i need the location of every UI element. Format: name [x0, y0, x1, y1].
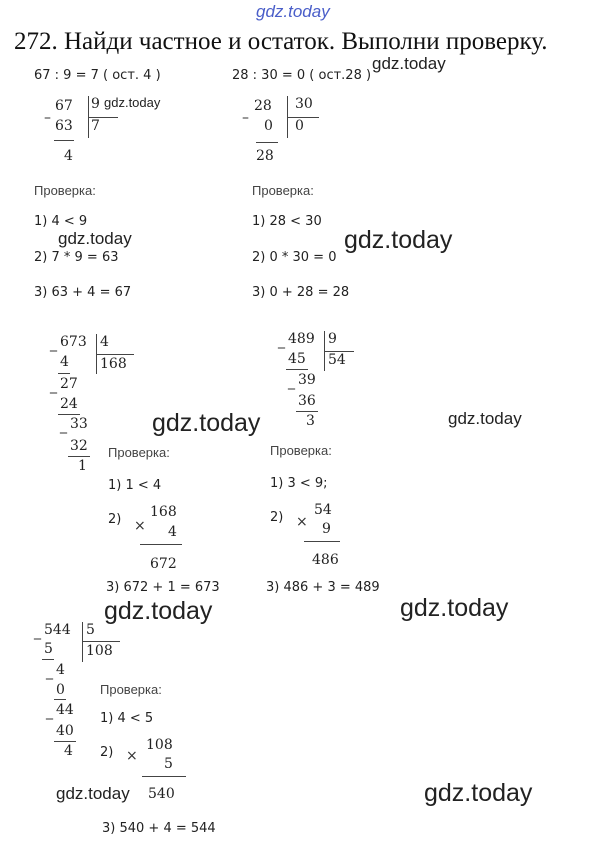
ex2-remainder: 28: [256, 148, 274, 164]
ex1-heading: 67 : 9 = 7 ( ост. 4 ): [34, 68, 161, 83]
ex5-mul-result: 540: [148, 786, 175, 802]
ex4-line-1: [286, 369, 308, 370]
ex4-mul-result: 486: [312, 552, 339, 568]
ex2-quotient: 0: [295, 118, 304, 134]
ex3-line-3: [68, 456, 90, 457]
ex4-step-1: 45: [288, 351, 306, 367]
ex3-mul-sign: ×: [134, 518, 146, 534]
ex3-mul-line: [140, 544, 182, 545]
ex4-minus-1: _: [278, 333, 285, 349]
ex3-check-label: Проверка:: [108, 445, 170, 460]
ex3-line-2: [58, 414, 80, 415]
ex3-step-5: 32: [70, 438, 88, 454]
ex1-dividend: 67: [55, 98, 73, 114]
ex2-dividend: 28: [254, 98, 272, 114]
ex2-check-2: 2) 0 * 30 = 0: [252, 250, 337, 265]
ex2-minus: –: [242, 110, 249, 126]
ex2-divisor: 30: [295, 96, 313, 112]
ex5-check-label: Проверка:: [100, 682, 162, 697]
ex4-divisor: 9: [328, 331, 337, 347]
ex1-sub-line: [54, 140, 74, 141]
ex3-dividend: 673: [60, 334, 87, 350]
ex4-minus-2: _: [288, 374, 295, 390]
ex1-check-2: 2) 7 * 9 = 63: [34, 250, 119, 265]
ex3-check-3: 3) 672 + 1 = 673: [106, 580, 220, 595]
ex2-check-3: 3) 0 + 28 = 28: [252, 285, 350, 300]
ex3-quotient: 168: [100, 356, 127, 372]
ex3-check-2-prefix: 2): [108, 512, 122, 527]
ex3-mul-bottom: 4: [168, 524, 177, 540]
ex5-step-1: 5: [44, 641, 53, 657]
exercise-title: 272. Найди частное и остаток. Выполни проверку.: [14, 28, 548, 55]
ex2-sub-line: [256, 142, 278, 143]
ex4-step-3: 36: [298, 393, 316, 409]
ex4-mul-sign: ×: [296, 514, 308, 530]
ex3-mul-top: 168: [150, 504, 177, 520]
watermark: gdz.today: [104, 95, 161, 110]
ex5-mul-top: 108: [146, 737, 173, 753]
ex5-quotient-line: [82, 641, 120, 642]
ex4-check-label: Проверка:: [270, 443, 332, 458]
ex1-minus: –: [44, 110, 51, 126]
ex4-mul-bottom: 9: [322, 521, 331, 537]
ex4-quotient: 54: [328, 352, 346, 368]
watermark: gdz.today: [448, 409, 522, 428]
watermark: gdz.today: [400, 594, 509, 622]
ex5-step-3: 0: [56, 682, 65, 698]
ex3-mul-result: 672: [150, 556, 177, 572]
ex3-minus-2: _: [50, 378, 57, 394]
ex5-line-2: [54, 699, 66, 700]
ex3-step-2: 27: [60, 376, 78, 392]
ex4-line-2: [296, 411, 318, 412]
ex5-minus-1: _: [34, 624, 41, 640]
watermark: gdz.today: [56, 784, 130, 803]
ex3-minus-1: _: [50, 336, 57, 352]
ex5-minus-2: _: [46, 664, 53, 680]
ex4-check-1: 1) 3 < 9;: [270, 476, 328, 491]
ex3-line-1: [58, 373, 70, 374]
ex3-step-4: 33: [70, 416, 88, 432]
ex1-subtrahend: 63: [55, 118, 73, 134]
ex5-divisor: 5: [86, 622, 95, 638]
ex5-dividend: 544: [44, 622, 71, 638]
ex5-remainder: 4: [64, 743, 73, 759]
ex5-mul-bottom: 5: [164, 756, 173, 772]
ex5-quotient: 108: [86, 643, 113, 659]
ex4-remainder: 3: [306, 413, 315, 429]
watermark: gdz.today: [424, 779, 533, 807]
ex4-mul-line: [304, 541, 340, 542]
watermark: gdz.today: [58, 229, 132, 248]
ex1-check-3: 3) 63 + 4 = 67: [34, 285, 132, 300]
ex5-minus-3: _: [46, 704, 53, 720]
ex1-quotient: 7: [91, 118, 100, 134]
ex4-step-2: 39: [298, 372, 316, 388]
ex1-check-label: Проверка:: [34, 183, 96, 198]
ex5-check-3: 3) 540 + 4 = 544: [102, 821, 216, 836]
ex3-step-3: 24: [60, 396, 78, 412]
ex3-step-1: 4: [60, 354, 69, 370]
ex5-step-5: 40: [56, 723, 74, 739]
ex2-heading: 28 : 30 = 0 ( ост.28 ): [232, 68, 372, 83]
ex2-check-1: 1) 28 < 30: [252, 214, 322, 229]
ex5-line-3: [54, 741, 76, 742]
ex1-remainder: 4: [64, 148, 73, 164]
ex5-check-1: 1) 4 < 5: [100, 711, 154, 726]
ex3-minus-3: _: [60, 418, 67, 434]
ex2-check-label: Проверка:: [252, 183, 314, 198]
ex5-step-4: 44: [56, 702, 74, 718]
ex3-divisor: 4: [100, 334, 109, 350]
watermark: gdz.today: [104, 597, 213, 625]
top-watermark: gdz.today: [256, 2, 330, 21]
ex5-line-1: [42, 659, 54, 660]
ex5-division-bar: [82, 622, 83, 662]
ex5-step-2: 4: [56, 662, 65, 678]
ex2-subtrahend: 0: [264, 118, 273, 134]
ex5-mul-line: [142, 776, 186, 777]
ex4-check-2-prefix: 2): [270, 510, 284, 525]
ex4-dividend: 489: [288, 331, 315, 347]
watermark: gdz.today: [152, 409, 261, 437]
watermark: gdz.today: [372, 54, 446, 73]
ex5-check-2-prefix: 2): [100, 745, 114, 760]
watermark: gdz.today: [344, 226, 453, 254]
ex3-quotient-line: [96, 354, 134, 355]
ex5-mul-sign: ×: [126, 748, 138, 764]
ex4-check-3: 3) 486 + 3 = 489: [266, 580, 380, 595]
ex4-mul-top: 54: [314, 502, 332, 518]
ex3-check-1: 1) 1 < 4: [108, 478, 162, 493]
ex3-remainder: 1: [78, 458, 87, 474]
ex1-check-1: 1) 4 < 9: [34, 214, 88, 229]
ex1-divisor: 9: [91, 96, 100, 112]
